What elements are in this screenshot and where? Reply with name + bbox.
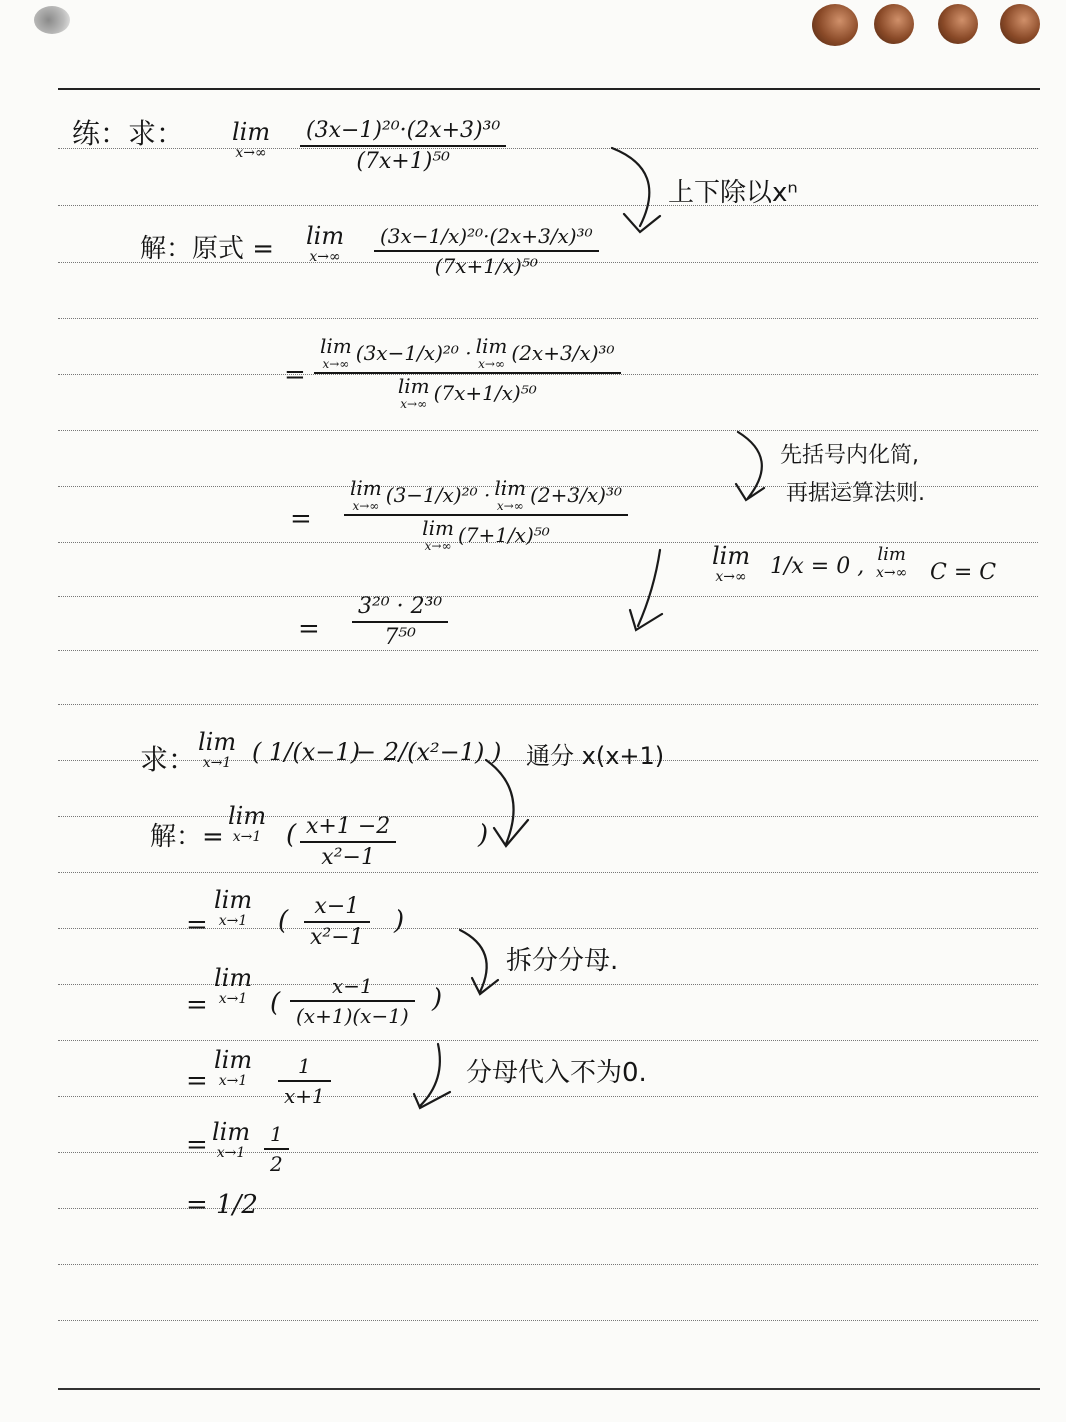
ex1-step1-fraction: [374, 224, 599, 278]
ex1-title: 练：求：: [72, 117, 185, 150]
ruled-line: [58, 1040, 1038, 1041]
ex1-problem-lim: [232, 120, 270, 160]
lim-word: lim: [397, 374, 430, 398]
lim-word: lim: [198, 728, 237, 756]
ex2-note-sub: 分母代入不为0.: [466, 1058, 647, 1088]
ex2-step4-eq: =: [186, 1066, 208, 1096]
lim-operator: [398, 376, 430, 410]
ex2-step4-denominator: x+1: [284, 1084, 325, 1108]
ex1-step3-factor-a: (3−1/x)²⁰ ·: [385, 483, 491, 507]
ex1-step2-factor-b: (2x+3/x)³⁰: [511, 341, 615, 365]
binder-ring-1: [812, 4, 858, 46]
ruled-line: [58, 704, 1038, 705]
ex1-note-divide: 上下除以xⁿ: [668, 178, 798, 208]
ex1-result-denominator: 7⁵⁰: [384, 625, 416, 650]
ex1-step2-fraction: [314, 336, 621, 410]
ex2-step3-eq: =: [186, 990, 208, 1020]
ex1-note-rule-lim-2: [876, 546, 907, 580]
lim-word: lim: [422, 516, 454, 540]
ruled-line: [58, 148, 1038, 149]
lim-sub: x→1: [232, 829, 262, 845]
ruled-line: [58, 872, 1038, 873]
lim-word: lim: [494, 476, 527, 500]
lim-sub: x→∞: [496, 499, 524, 513]
ex1-step3-den-expr: (7+1/x)⁵⁰: [457, 523, 550, 547]
ex2-problem-expr-a: ( 1/(x−1): [252, 738, 360, 766]
lim-operator: [320, 336, 352, 370]
ruled-line: [58, 1320, 1038, 1321]
ex2-step4-lim: [214, 1048, 252, 1088]
ex2-step1-paren-open: (: [286, 820, 297, 850]
ruled-line: [58, 1264, 1038, 1265]
ex1-note-simplify-1: 先括号内化简,: [780, 443, 919, 468]
lim-sub: x→∞: [400, 397, 428, 411]
ex1-step1-denominator: (7x+1/x)⁵⁰: [434, 254, 538, 278]
bottom-margin-line: [58, 1388, 1040, 1390]
binder-ring-3: [938, 4, 978, 44]
ex1-step2-factor-a: (3x−1/x)²⁰ ·: [355, 341, 472, 365]
lim-sub: x→1: [218, 913, 248, 929]
ex1-note-rule-expr-b: C = C: [930, 560, 997, 585]
top-margin-line: [58, 88, 1040, 90]
ex1-problem-denominator: (7x+1)⁵⁰: [356, 149, 450, 174]
lim-sub: x→∞: [309, 249, 341, 265]
arrow-simplify: [736, 432, 764, 500]
ex2-step1-denominator: x²−1: [321, 845, 375, 870]
lim-operator: [350, 478, 382, 512]
lim-word: lim: [320, 334, 352, 358]
lim-word: lim: [350, 476, 382, 500]
lim-sub: x→∞: [352, 499, 380, 513]
binder-ring-4: [1000, 4, 1040, 44]
lim-word: lim: [214, 886, 253, 914]
lim-sub: x→∞: [876, 565, 908, 581]
binder-ring-2: [874, 4, 914, 44]
ex2-note-factor: 拆分分母.: [506, 946, 619, 976]
lim-word: lim: [232, 118, 271, 146]
ex2-step2-lim: [214, 888, 252, 928]
ex2-step5-fraction: [264, 1122, 289, 1176]
ruled-line: [58, 596, 1038, 597]
ex1-step3-factor-b: (2+3/x)³⁰: [530, 483, 622, 507]
ex2-note-common-den: 通分 x(x+1): [526, 742, 665, 770]
arrow-sub: [414, 1044, 450, 1108]
ex1-result-numerator: 3²⁰ · 2³⁰: [358, 594, 443, 619]
ex2-step3-lim: [214, 966, 252, 1006]
ex2-step3-fraction: [290, 974, 415, 1028]
lim-sub: x→∞: [478, 357, 505, 371]
ex1-step2-numerator: [314, 336, 621, 372]
ex1-note-simplify-2: 再据运算法则.: [786, 481, 925, 506]
lim-sub: x→1: [218, 1073, 248, 1089]
ex1-step2-den-expr: (7x+1/x)⁵⁰: [433, 381, 537, 405]
ex1-note-rule-lim: [712, 544, 750, 584]
ex2-step2-eq: =: [186, 910, 208, 940]
ex2-step3-paren-close: ): [432, 984, 443, 1014]
lim-word: lim: [712, 542, 751, 570]
ex2-step2-denominator: x²−1: [310, 925, 364, 950]
ex1-step3-numerator: [344, 478, 628, 514]
lim-word: lim: [228, 802, 267, 830]
ex2-step4-fraction: [278, 1054, 331, 1108]
arrow-rule: [630, 550, 662, 630]
ruled-line: [58, 205, 1038, 206]
page-corner-shadow: [34, 6, 70, 34]
ex2-step5-numerator: 1: [270, 1122, 283, 1146]
ex2-step1-lim: [228, 804, 266, 844]
ex2-step1-numerator: x+1 −2: [306, 814, 391, 839]
ex2-title: 求：: [140, 743, 197, 776]
ex2-step3-denominator: (x+1)(x−1): [296, 1004, 409, 1028]
lim-word: lim: [214, 964, 253, 992]
ruled-line: [58, 650, 1038, 651]
lim-sub: x→∞: [424, 539, 452, 553]
ex2-solution-prefix: 解：=: [150, 822, 224, 852]
lim-operator: [494, 478, 526, 512]
ruled-line: [58, 984, 1038, 985]
ex2-step5-denominator: 2: [270, 1152, 283, 1176]
lim-sub: x→∞: [715, 569, 747, 585]
lim-operator: [422, 518, 454, 552]
ex2-problem-expr-b: − 2/(x²−1) ): [356, 738, 502, 766]
lim-word: lim: [212, 1118, 251, 1146]
lim-word: lim: [877, 544, 906, 565]
ex2-step1-fraction: [300, 814, 396, 870]
lim-word: lim: [475, 334, 508, 358]
lim-word: lim: [214, 1046, 253, 1074]
ex2-final: = 1/2: [186, 1190, 258, 1220]
ex1-step3-eq: =: [290, 504, 312, 534]
ex1-problem-fraction: [300, 118, 506, 174]
ex2-step5-lim: [212, 1120, 250, 1160]
ruled-line: [58, 430, 1038, 431]
ex2-step3-paren-open: (: [270, 988, 281, 1018]
ex2-step1-paren-close: ): [478, 820, 489, 850]
lim-sub: x→1: [202, 755, 232, 771]
ex1-result-fraction: [352, 594, 448, 650]
ex2-step4-numerator: 1: [298, 1054, 311, 1078]
lim-operator: [476, 336, 508, 370]
lim-sub: x→∞: [235, 145, 267, 161]
ruled-line: [58, 318, 1038, 319]
ruled-line: [58, 1096, 1038, 1097]
ex1-step1-numerator: (3x−1/x)²⁰·(2x+3/x)³⁰: [380, 224, 593, 248]
ex1-problem-numerator: (3x−1)²⁰·(2x+3)³⁰: [306, 118, 501, 143]
ex1-step1-lim: [306, 224, 344, 264]
ex1-note-rule-expr-a: 1/x = 0 ,: [770, 554, 865, 579]
arrow-divide: [612, 148, 660, 232]
ex2-step2-fraction: [304, 894, 370, 950]
ex1-step3-denominator: [416, 516, 556, 552]
ex2-problem-lim: [198, 730, 236, 770]
arrow-common-den: [486, 760, 528, 846]
lim-sub: x→∞: [322, 357, 350, 371]
ex2-step3-numerator: x−1: [331, 974, 373, 998]
lim-sub: x→1: [218, 991, 248, 1007]
ex1-step3-fraction: [344, 478, 628, 552]
lim-word: lim: [306, 222, 345, 250]
ex2-step5-eq: =: [186, 1130, 208, 1160]
ex1-result-eq: =: [298, 614, 320, 644]
ex2-step2-paren-close: ): [394, 906, 405, 936]
ex1-step2-denominator: [392, 374, 543, 410]
ex1-solution-prefix: 解：原式 =: [140, 234, 275, 264]
ex2-step2-paren-open: (: [278, 906, 289, 936]
lim-sub: x→1: [216, 1145, 246, 1161]
ex1-step2-eq: =: [284, 360, 306, 390]
ex2-step2-numerator: x−1: [314, 894, 360, 919]
